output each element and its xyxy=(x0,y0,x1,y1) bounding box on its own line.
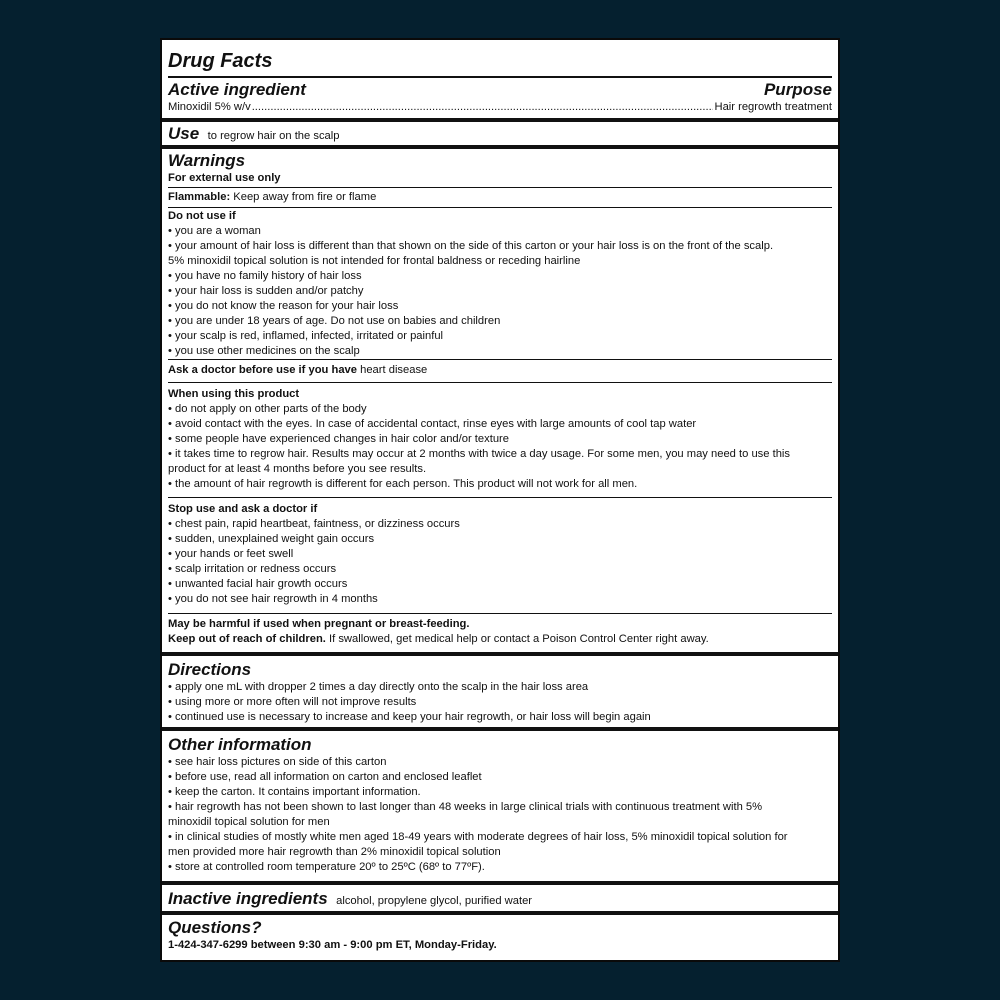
list-item: • your scalp is red, inflamed, infected, irritated or painful xyxy=(168,329,832,344)
list-item: • avoid contact with the eyes. In case of accidental contact, rinse eyes with large amounts of cool tap water xyxy=(168,417,832,432)
flammable-label: Flammable: xyxy=(168,191,231,203)
drug-facts-title: Drug Facts xyxy=(168,50,273,72)
list-item: • before use, read all information on carton and enclosed leaflet xyxy=(168,770,832,785)
list-item: • chest pain, rapid heartbeat, faintness, or dizziness occurs xyxy=(168,517,832,532)
do-not-use-block xyxy=(168,209,832,359)
list-item-continuation: men provided more hair regrowth than 2% minoxidil topical solution xyxy=(168,846,501,858)
list-item: • you do not see hair regrowth in 4 months xyxy=(168,592,832,607)
active-ingredient-purpose: Hair regrowth treatment xyxy=(714,101,832,113)
list-item: • you have no family history of hair loss xyxy=(168,269,832,284)
keep-out-text: If swallowed, get medical help or contact a Poison Control Center right away. xyxy=(329,633,709,645)
other-info-heading: Other information xyxy=(168,735,312,754)
list-item: • do not apply on other parts of the body xyxy=(168,402,832,417)
ask-doctor-label: Ask a doctor before use if you have xyxy=(168,364,357,376)
divider xyxy=(168,497,832,498)
divider xyxy=(168,187,832,188)
list-item: • sudden, unexplained weight gain occurs xyxy=(168,532,832,547)
list-item: • you use other medicines on the scalp xyxy=(168,344,832,359)
active-ingredient-row xyxy=(168,100,832,115)
active-ingredient-heading: Active ingredient xyxy=(168,80,306,99)
when-using-heading: When using this product xyxy=(168,388,300,400)
list-item: • see hair loss pictures on side of this carton xyxy=(168,755,832,770)
directions-heading: Directions xyxy=(168,660,252,679)
list-item: • your amount of hair loss is different than that shown on the side of this carton or your hair loss is on the front of the scalp. xyxy=(168,239,832,254)
list-item: • you do not know the reason for your hair loss xyxy=(168,299,832,314)
external-use-text: For external use only xyxy=(168,172,281,184)
when-using-block xyxy=(168,387,832,492)
list-item: • using more or more often will not improve results xyxy=(168,695,832,710)
use-text: to regrow hair on the scalp xyxy=(207,130,340,142)
inactive-heading: Inactive ingredients xyxy=(168,889,328,908)
warnings-heading: Warnings xyxy=(168,151,246,170)
keep-out-line xyxy=(168,632,832,647)
questions-section xyxy=(168,918,832,953)
do-not-use-heading: Do not use if xyxy=(168,210,236,222)
list-item: • some people have experienced changes in hair color and/or texture xyxy=(168,432,832,447)
stop-use-heading: Stop use and ask a doctor if xyxy=(168,503,318,515)
ask-doctor-line xyxy=(168,363,832,378)
section-divider xyxy=(162,652,838,656)
use-heading: Use xyxy=(168,124,200,143)
section-divider xyxy=(162,727,838,731)
directions-section xyxy=(168,660,832,725)
inactive-section xyxy=(168,889,832,909)
pregnancy-warning: May be harmful if used when pregnant or breast-feeding. xyxy=(168,618,470,630)
divider xyxy=(168,382,832,383)
list-item: • your hands or feet swell xyxy=(168,547,832,562)
divider xyxy=(168,76,832,78)
list-item: • hair regrowth has not been shown to last longer than 48 weeks in large clinical trials with continuous treatment with 5% xyxy=(168,800,832,815)
active-heading-row xyxy=(168,80,832,100)
list-item: • your hair loss is sudden and/or patchy xyxy=(168,284,832,299)
list-item: • you are under 18 years of age. Do not use on babies and children xyxy=(168,314,832,329)
ask-doctor-text: heart disease xyxy=(360,364,428,376)
other-info-section xyxy=(168,735,832,875)
list-item: • unwanted facial hair growth occurs xyxy=(168,577,832,592)
use-section xyxy=(168,124,832,144)
active-ingredient-name: Minoxidil 5% w/v xyxy=(168,101,251,113)
list-item-continuation: product for at least 4 months before you see results. xyxy=(168,463,427,475)
flammable-text: Keep away from fire or flame xyxy=(233,191,377,203)
flammable-warning xyxy=(168,190,832,205)
list-item: • apply one mL with dropper 2 times a day directly onto the scalp in the hair loss area xyxy=(168,680,832,695)
questions-heading: Questions? xyxy=(168,918,262,937)
list-item-continuation: minoxidil topical solution for men xyxy=(168,816,330,828)
section-divider xyxy=(162,911,838,915)
list-item: • the amount of hair regrowth is different for each person. This product will not work for all men. xyxy=(168,477,832,492)
list-item: • continued use is necessary to increase and keep your hair regrowth, or hair loss will begin again xyxy=(168,710,832,725)
keep-out-label: Keep out of reach of children. xyxy=(168,633,326,645)
leader-dots xyxy=(252,100,714,115)
stop-use-block xyxy=(168,502,832,607)
section-divider xyxy=(162,145,838,149)
list-item: • scalp irritation or redness occurs xyxy=(168,562,832,577)
list-item: • store at controlled room temperature 20º to 25ºC (68º to 77ºF). xyxy=(168,860,832,875)
pregnancy-children-block xyxy=(168,617,832,647)
questions-phone: 1-424-347-6299 between 9:30 am - 9:00 pm ET, Monday-Friday. xyxy=(168,939,497,951)
list-item: • keep the carton. It contains important information. xyxy=(168,785,832,800)
divider xyxy=(168,613,832,614)
do-not-use-note: 5% minoxidil topical solution is not intended for frontal baldness or receding hairline xyxy=(168,255,581,267)
section-divider xyxy=(162,881,838,885)
divider xyxy=(168,359,832,360)
inactive-text: alcohol, propylene glycol, purified water xyxy=(336,895,533,907)
list-item: • it takes time to regrow hair. Results may occur at 2 months with twice a day usage. For some men, you may need to use this xyxy=(168,447,832,462)
section-divider xyxy=(162,118,838,122)
list-item: • you are a woman xyxy=(168,224,832,239)
drug-facts-panel xyxy=(160,38,840,962)
list-item: • in clinical studies of mostly white men aged 18-49 years with moderate degrees of hair loss, 5% minoxidil topical solution for xyxy=(168,830,832,845)
purpose-heading: Purpose xyxy=(763,80,832,99)
